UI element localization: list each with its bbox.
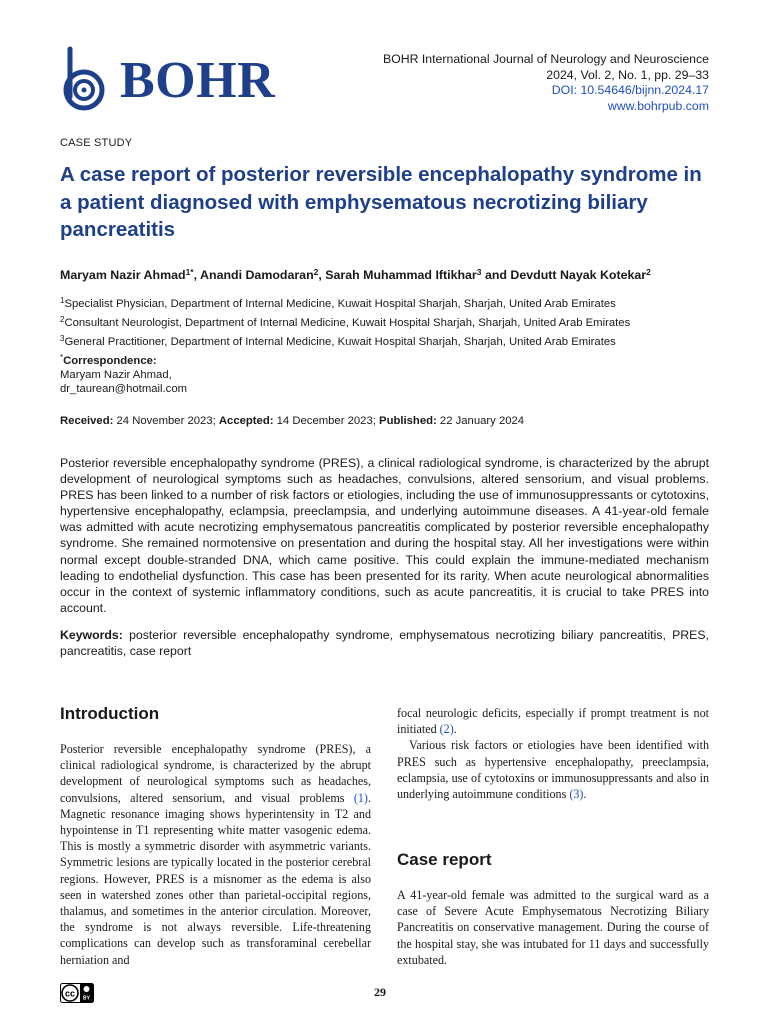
introduction-left-column: [60, 741, 371, 968]
bohr-logo: [58, 45, 280, 115]
affiliation-num: 1: [60, 296, 65, 305]
accepted-label: Accepted:: [218, 415, 274, 427]
author-list: [60, 264, 720, 283]
affiliation-item: [60, 293, 720, 312]
author-sup: 3: [476, 267, 482, 277]
journal-info: [383, 52, 709, 114]
author-name: Maryam Nazir Ahmad: [60, 268, 186, 282]
bohr-logo-text: BOHR: [120, 52, 276, 109]
keywords: [60, 627, 709, 659]
article-title: A case report of posterior reversible encephalopathy syndrome in a patient diagnosed with emphysematous necrotizing biliary pancreatitis: [60, 163, 702, 241]
paragraph-text: .: [453, 722, 457, 737]
affiliation-text: Consultant Neurologist, Department of Internal Medicine, Kuwait Hospital Sharjah, Sharjah, United Arab Emirates: [64, 317, 631, 329]
affiliation-num: 3: [60, 334, 65, 343]
paragraph-text: Posterior reversible encephalopathy syndrome (PRES), a clinical radiological syndrome, is characterized by the abrupt development of neurological symptoms such as headaches, convulsions, altered sensorium, and visual problems: [60, 742, 371, 805]
affiliation-item: [60, 331, 720, 350]
paragraph-text: .: [583, 787, 587, 802]
affiliation-list: [60, 293, 720, 350]
affiliation-num: 2: [60, 315, 65, 324]
citation-link[interactable]: (3): [569, 787, 584, 802]
author-sep: ,: [318, 268, 326, 282]
citation-link[interactable]: (2): [439, 722, 454, 737]
by-text: BY: [83, 995, 90, 1002]
case-report-heading: Case report: [397, 850, 492, 869]
affiliation-item: [60, 312, 720, 331]
author-sep: ,: [193, 268, 201, 282]
paragraph-text: focal neurologic deficits, especially if prompt treatment is not initiated: [397, 706, 709, 737]
received-date: 24 November 2023;: [113, 415, 219, 427]
author-name: Anandi Damodaran: [200, 268, 314, 282]
correspondence-name: Maryam Nazir Ahmad,: [60, 369, 172, 381]
citation-link[interactable]: (1): [353, 790, 368, 805]
keywords-text: posterior reversible encephalopathy syndrome, emphysematous necrotizing biliary pancreatitis, PRES, pancreatitis, case report: [60, 628, 709, 659]
cc-text: cc: [64, 988, 76, 999]
page-number: 29: [374, 985, 386, 999]
article-type: CASE STUDY: [60, 137, 133, 149]
doi-link[interactable]: DOI: 10.54646/bijnn.2024.17: [551, 83, 709, 97]
introduction-paragraph: [397, 705, 709, 737]
author-sup: 2: [646, 267, 651, 277]
website-link[interactable]: www.bohrpub.com: [607, 98, 709, 113]
volume-info: 2024, Vol. 2, No. 1, pp. 29–33: [546, 67, 709, 82]
keywords-label: Keywords:: [60, 628, 123, 642]
author-sup: 1*: [185, 267, 194, 277]
affiliation-text: Specialist Physician, Department of Internal Medicine, Kuwait Hospital Sharjah, Sharjah, United Arab Emirates: [64, 298, 616, 310]
bohr-logo-icon: [58, 45, 118, 115]
author-name: Sarah Muhammad Iftikhar: [325, 268, 477, 282]
author-name: Devdutt Nayak Kotekar: [510, 268, 647, 282]
cc-by-icon[interactable]: [60, 983, 94, 1003]
case-report-paragraph: A 41-year-old female was admitted to the surgical ward as a case of Severe Acute Emphysematous Necrotizing Biliary Pancreatitis on conservative management. During the course of the hospital stay, she was intubated for 11 days and successfully extubated.: [397, 888, 709, 967]
author-sup: 2: [313, 267, 319, 277]
received-label: Received:: [60, 415, 114, 427]
author-sep: and: [481, 268, 511, 282]
abstract-text: Posterior reversible encephalopathy syndrome (PRES), a clinical radiological syndrome, is characterized by the abrupt development of neurological symptoms such as headaches, convulsions, altered sensorium, and visual problems. PRES has been linked to a number of risk factors or etiologies, including the use of immunosuppressants or cytotoxins, hypertensive encephalopathy, eclampsia, preeclampsia, and underlying autoimmune diseases. A 41-year-old female was admitted with acute necrotizing emphysematous pancreatitis complicated by posterior reversible encephalopathy syndrome. She remained normotensive on presentation and during the hospital stay. All her investigations were within normal except double-stranded DNA, which came positive. This could explain the immune-mediated mechanism leading to endothelial dysfunction. This case has been presented for its rarity. When acute neurological abnormalities occur in the context of systemic inflammatory conditions, such as acute pancreatitis, it is crucial to take PRES into account.: [60, 456, 709, 615]
affiliation-text: General Practitioner, Department of Internal Medicine, Kuwait Hospital Sharjah, Sharjah, United Arab Emirates: [64, 336, 616, 348]
introduction-paragraph: [397, 737, 709, 802]
published-date: 22 January 2024: [436, 415, 525, 427]
accepted-date: 14 December 2023;: [273, 415, 380, 427]
journal-name: BOHR International Journal of Neurology and Neuroscience: [382, 52, 709, 66]
correspondence-email[interactable]: dr_taurean@hotmail.com: [60, 383, 188, 395]
introduction-heading: Introduction: [60, 704, 160, 723]
correspondence-star: *: [60, 353, 64, 362]
license-badge-icon: [60, 983, 94, 1003]
correspondence-label: Correspondence:: [63, 355, 157, 367]
paragraph-text: . Magnetic resonance imaging shows hyperintensity in T2 and hypointense in T1 representing white matter vasogenic edema. This is mostly a symmetric disorder with asymmetric variants. Symmetric lesions are typically located in the posterior cerebral regions. However, PRES is a misnomer as the edema is also seen in watershed zones other than parietal-occipital regions, thalamus, and sometimes in the anterior circulation. Moreover, the syndrome is not always reversible. Life-threatening complications can develop such as transforaminal cerebellar herniation and: [60, 790, 371, 967]
publication-dates: [60, 414, 524, 428]
introduction-paragraph: [60, 741, 371, 968]
published-label: Published:: [379, 415, 437, 427]
correspondence-block: [60, 351, 187, 396]
introduction-right-column: [397, 705, 709, 802]
paragraph-text: Various risk factors or etiologies have been identified with PRES such as hypertensive encephalopathy, preeclampsia, eclampsia, use of cytotoxins or immunosuppressants and also in underlying autoimmune conditions: [397, 738, 709, 802]
